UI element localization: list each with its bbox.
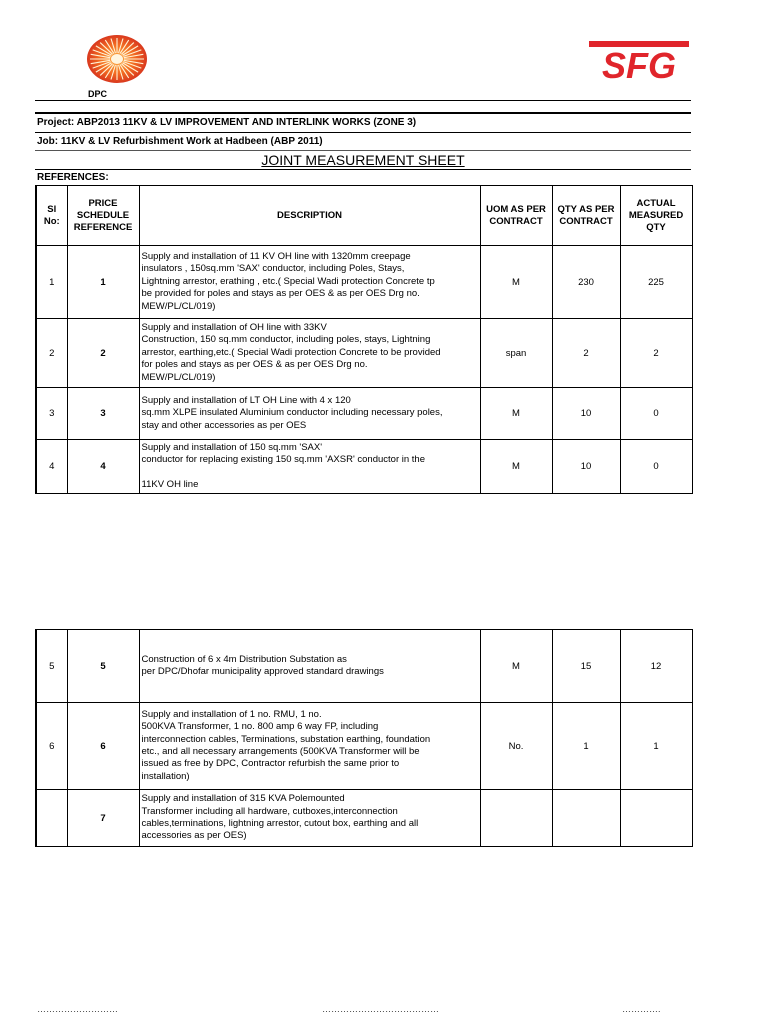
cell-sl-no: 4: [36, 440, 67, 494]
cell-uom: span: [480, 319, 552, 388]
table-header-row: [36, 186, 692, 246]
cell-qty: 230: [552, 246, 620, 319]
table-row: [36, 790, 692, 847]
cell-actual: [620, 790, 692, 847]
rule-job-top: [35, 132, 691, 133]
dpc-logo-label: DPC: [88, 89, 108, 99]
cell-uom: M: [480, 440, 552, 494]
cell-uom: No.: [480, 703, 552, 790]
cell-sl-no: 5: [36, 630, 67, 703]
description-line: Supply and installation of LT OH Line with 4 x 120: [141, 394, 351, 406]
table-row: [36, 630, 692, 703]
rule-title-top: [35, 150, 691, 151]
cell-price-ref: 6: [67, 703, 139, 790]
cell-price-ref: 5: [67, 630, 139, 703]
cell-price-ref: 3: [67, 388, 139, 440]
description-line: stay and other accessories as per OES: [141, 419, 307, 431]
dpc-logo: [86, 34, 148, 84]
description-line: MEW/PL/CL/019): [141, 300, 216, 312]
cell-qty: 10: [552, 440, 620, 494]
description-line: Supply and installation of 150 sq.mm 'SAX': [141, 441, 323, 453]
description-line: [142, 467, 478, 479]
description-line: Supply and installation of 1 no. RMU, 1 no.: [141, 708, 322, 720]
description-line: MEW/PL/CL/019): [141, 371, 216, 383]
description-line: Construction, 150 sq.mm conductor, including poles, stays, Lightning: [141, 334, 431, 346]
cell-qty: [552, 790, 620, 847]
signature-line-middle: …………………………………: [322, 1004, 439, 1014]
col-actual: ACTUAL MEASURED QTY: [620, 186, 692, 246]
cell-uom: [480, 790, 552, 847]
description-line: accessories as per OES): [141, 830, 247, 842]
cell-qty: 10: [552, 388, 620, 440]
cell-sl-no: 6: [36, 703, 67, 790]
description-line: be provided for poles and stays as per OES & as per OES Drg no.: [141, 288, 420, 300]
cell-price-ref: 7: [67, 790, 139, 847]
col-qty: QTY AS PER CONTRACT: [552, 186, 620, 246]
description-line: Supply and installation of OH line with 33KV: [141, 321, 327, 333]
table-row: [36, 319, 692, 388]
measurement-table-continued: [35, 629, 693, 847]
table-row: [36, 703, 692, 790]
col-description: DESCRIPTION: [139, 186, 480, 246]
cell-sl-no: [36, 790, 67, 847]
description-line: insulators , 150sq.mm 'SAX' conductor, including Poles, Stays,: [141, 263, 405, 275]
table-row: [36, 246, 692, 319]
signature-line-right: ………….: [622, 1004, 661, 1014]
description-line: etc., and all necessary arrangements (500KVA Transformer will be: [141, 746, 420, 757]
description-line: Transformer including all hardware, cutboxes,interconnection: [141, 805, 398, 817]
cell-description: [139, 790, 480, 847]
sfg-logo-text: SFG: [601, 45, 677, 84]
table-row: [36, 388, 692, 440]
cell-uom: M: [480, 388, 552, 440]
table-row: [36, 440, 692, 494]
cell-qty: 2: [552, 319, 620, 388]
description-line: arrestor, earthing,etc.( Special Wadi protection Concrete to be provided: [141, 346, 441, 358]
description-line: 11KV OH line: [141, 478, 199, 490]
cell-price-ref: 4: [67, 440, 139, 494]
cell-actual: 0: [620, 440, 692, 494]
signature-line-left: ………………………: [37, 1004, 118, 1014]
rule-top: [35, 100, 691, 101]
cell-actual: 2: [620, 319, 692, 388]
description-line: conductor for replacing existing 150 sq.mm 'AXSR' conductor in the: [141, 454, 425, 466]
sheet-title: JOINT MEASUREMENT SHEET: [261, 152, 465, 168]
cell-sl-no: 3: [36, 388, 67, 440]
description-line: Lightning arrestor, erathing , etc.( Special Wadi protection Concrete tp: [141, 275, 435, 287]
description-line: Supply and installation of 315 KVA Polemounted: [141, 793, 345, 805]
description-line: issued as free by DPC, Contractor refurbish the same prior to: [141, 758, 400, 770]
description-line: installation): [141, 770, 190, 782]
cell-uom: M: [480, 246, 552, 319]
cell-uom: M: [480, 630, 552, 703]
description-line: 500KVA Transformer, 1 no. 800 amp 6 way FP, including: [141, 721, 379, 733]
references-label: REFERENCES:: [37, 172, 109, 183]
cell-description: [139, 440, 480, 494]
col-price-ref: PRICE SCHEDULE REFERENCE: [67, 186, 139, 246]
rule-project-top: [35, 112, 691, 114]
cell-description: [139, 703, 480, 790]
cell-description: [139, 630, 480, 703]
rule-title-bottom: [35, 169, 691, 170]
description-line: for poles and stays as per OES & as per OES Drg no.: [141, 359, 368, 371]
measurement-table: [35, 185, 693, 494]
cell-actual: 225: [620, 246, 692, 319]
cell-actual: 0: [620, 388, 692, 440]
description-line: interconnection cables, Terminations, substation earthing, foundation: [141, 733, 431, 745]
col-sl-no: Sl No:: [36, 186, 67, 246]
col-uom: UOM AS PER CONTRACT: [480, 186, 552, 246]
description-line: Supply and installation of 11 KV OH line with 1320mm creepage: [141, 250, 411, 262]
cell-qty: 15: [552, 630, 620, 703]
cell-sl-no: 2: [36, 319, 67, 388]
description-line: Construction of 6 x 4m Distribution Substation as: [141, 653, 347, 665]
cell-description: [139, 246, 480, 319]
cell-actual: 12: [620, 630, 692, 703]
description-line: cables,terminations, lightning arrestor, cutout box, earthing and all: [141, 818, 419, 829]
cell-qty: 1: [552, 703, 620, 790]
job-line: Job: 11KV & LV Refurbishment Work at Hadbeen (ABP 2011): [37, 136, 323, 147]
description-line: per DPC/Dhofar municipality approved standard drawings: [141, 666, 384, 677]
project-line: Project: ABP2013 11KV & LV IMPROVEMENT AND INTERLINK WORKS (ZONE 3): [37, 117, 417, 128]
cell-price-ref: 1: [67, 246, 139, 319]
cell-description: [139, 319, 480, 388]
cell-actual: 1: [620, 703, 692, 790]
description-line: sq.mm XLPE insulated Aluminium conductor including necessary poles,: [141, 407, 443, 419]
cell-price-ref: 2: [67, 319, 139, 388]
cell-description: [139, 388, 480, 440]
sfg-logo: [588, 40, 690, 84]
cell-sl-no: 1: [36, 246, 67, 319]
